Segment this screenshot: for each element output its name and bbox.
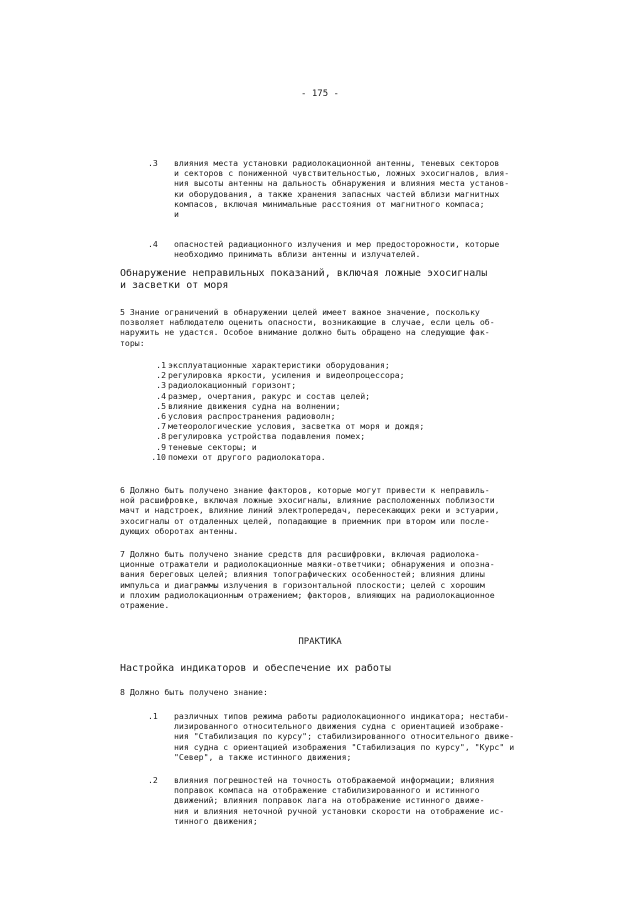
paragraph-line: 7 Должно быть получено знание средств для расшифровки, включая радиолока-	[120, 549, 480, 559]
item-line: поправок компаса на отображение стабилизированного и истинного	[174, 785, 480, 796]
list-item: .1 эксплуатационные характеристики оборудования;	[156, 360, 390, 370]
item-number: .2	[148, 775, 158, 785]
practice-heading: ПРАКТИКА	[298, 637, 342, 647]
item-line: компасов, включая минимальные расстояния от магнитного компаса;	[174, 198, 485, 209]
paragraph-line: 5 Знание ограничений в обнаружении целей имеет важное значение, поскольку	[120, 307, 480, 317]
list-item: .6 условия распространения радиоволн;	[156, 411, 336, 422]
item-line: и	[174, 209, 179, 220]
paragraph-line: отражение.	[120, 600, 170, 611]
list-item: .4 размер, очертания, ракурс и состав целей;	[156, 390, 371, 401]
item-line: различных типов режима работы радиолокационного индикатора; нестаби-	[174, 711, 510, 721]
paragraph-5	[120, 307, 495, 348]
paragraph-line: 6 Должно быть получено знание факторов, которые могут привести к неправиль-	[120, 485, 490, 495]
item-line: и секторов с пониженной чувствительностью, ложных эхосигналов, влия-	[174, 168, 510, 179]
paragraph-7	[120, 549, 495, 610]
list-item: .9 теневые секторы; и	[156, 441, 257, 452]
list-item: .3 радиолокационный горизонт;	[156, 380, 297, 391]
item-line: лизированного относительного движения судна с ориентацией изображе-	[174, 721, 505, 732]
section-heading-2: Настройка индикаторов и обеспечение их работы	[120, 663, 391, 674]
list-item-8-2	[148, 775, 504, 826]
paragraph-line: и плохим радиолокационным отражением; факторов, влияющих на радиолокационное	[120, 589, 495, 600]
item-number: .1	[148, 711, 158, 721]
item-number: .3	[148, 158, 158, 168]
paragraph-8: 8 Должно быть получено знание:	[120, 687, 268, 697]
paragraph-line: вания береговых целей; влияния топографических особенностей; влияния длины	[120, 569, 485, 580]
list-item: .10 помехи от другого радиолокатора.	[151, 451, 326, 462]
item-line: движений; влияния поправок лага на отображение истинного движе-	[174, 795, 485, 806]
paragraph-line: ной расшифровке, включая ложные эхосигналы, влияние расположенных поблизости	[120, 495, 495, 506]
list-item: .2 регулировка яркости, усиления и видеопроцессора;	[156, 370, 405, 381]
paragraph-line: ционные отражатели и радиолокационные маяки-ответчики; обнаружения и опозна-	[120, 559, 495, 570]
page-number: - 175 -	[301, 89, 339, 99]
item-line: тинного движения;	[174, 815, 258, 826]
heading-line: и засветки от моря	[120, 280, 229, 291]
list-item: .7 метеорологические условия, засветка от моря и дождя;	[156, 421, 425, 432]
item-line: влияния погрешностей на точность отображаемой информации; влияния	[174, 775, 495, 785]
item-line: опасностей радиационного излучения и мер предосторожности, которые	[174, 239, 500, 249]
paragraph-6	[120, 485, 500, 536]
paragraph-line: мачт и надстроек, влияние линий электропередач, пересекающих реки и эстуарии,	[120, 505, 500, 516]
list-item-3	[148, 158, 509, 219]
item-line: ния "Стабилизация по курсу"; стабилизированного относительного движе-	[174, 731, 515, 742]
paragraph-line: торы:	[120, 337, 145, 348]
item-line: ки оборудования, а также хранения запасных частей вблизи магнитных	[174, 188, 500, 199]
item-line: ния судна с ориентацией изображения "Стабилизация по курсу", "Курс" и	[174, 741, 515, 752]
item-line: "Север", а также истинного движения;	[174, 751, 352, 762]
paragraph-line: импульса и диаграммы излучения в горизонтальной плоскости; целей с хорошим	[120, 579, 485, 590]
factor-list	[142, 360, 424, 462]
paragraph-line: эхосигналы от отдаленных целей, попадающие в приемник при втором или после-	[120, 515, 490, 526]
list-item-8-1	[148, 711, 514, 762]
paragraph-line: позволяет наблюдателю оценить опасности, возникающие в случае, если цель об-	[120, 317, 495, 328]
list-item-4	[148, 239, 499, 259]
item-line: влияния места установки радиолокационной антенны, теневых секторов	[174, 158, 500, 168]
list-item: .5 влияние движения судна на волнении;	[156, 400, 341, 411]
item-number: .4	[148, 239, 158, 249]
section-heading	[120, 268, 487, 292]
paragraph-line: дующих оборотах антенны.	[120, 525, 239, 536]
paragraph-line: наружить не удастся. Особое внимание должно быть обращено на следующие фак-	[120, 327, 490, 338]
item-line: необходимо принимать вблизи антенны и излучателей.	[174, 249, 421, 260]
list-item: .8 регулировка устройства подавления помех;	[156, 431, 366, 442]
item-line: ния высоты антенны на дальность обнаружения и влияния места установ-	[174, 178, 510, 189]
heading-line: Обнаружение неправильных показаний, включая ложные эхосигналы	[120, 268, 488, 279]
item-line: ния и влияния неточной ручной установки скорости на отображение ис-	[174, 805, 505, 816]
